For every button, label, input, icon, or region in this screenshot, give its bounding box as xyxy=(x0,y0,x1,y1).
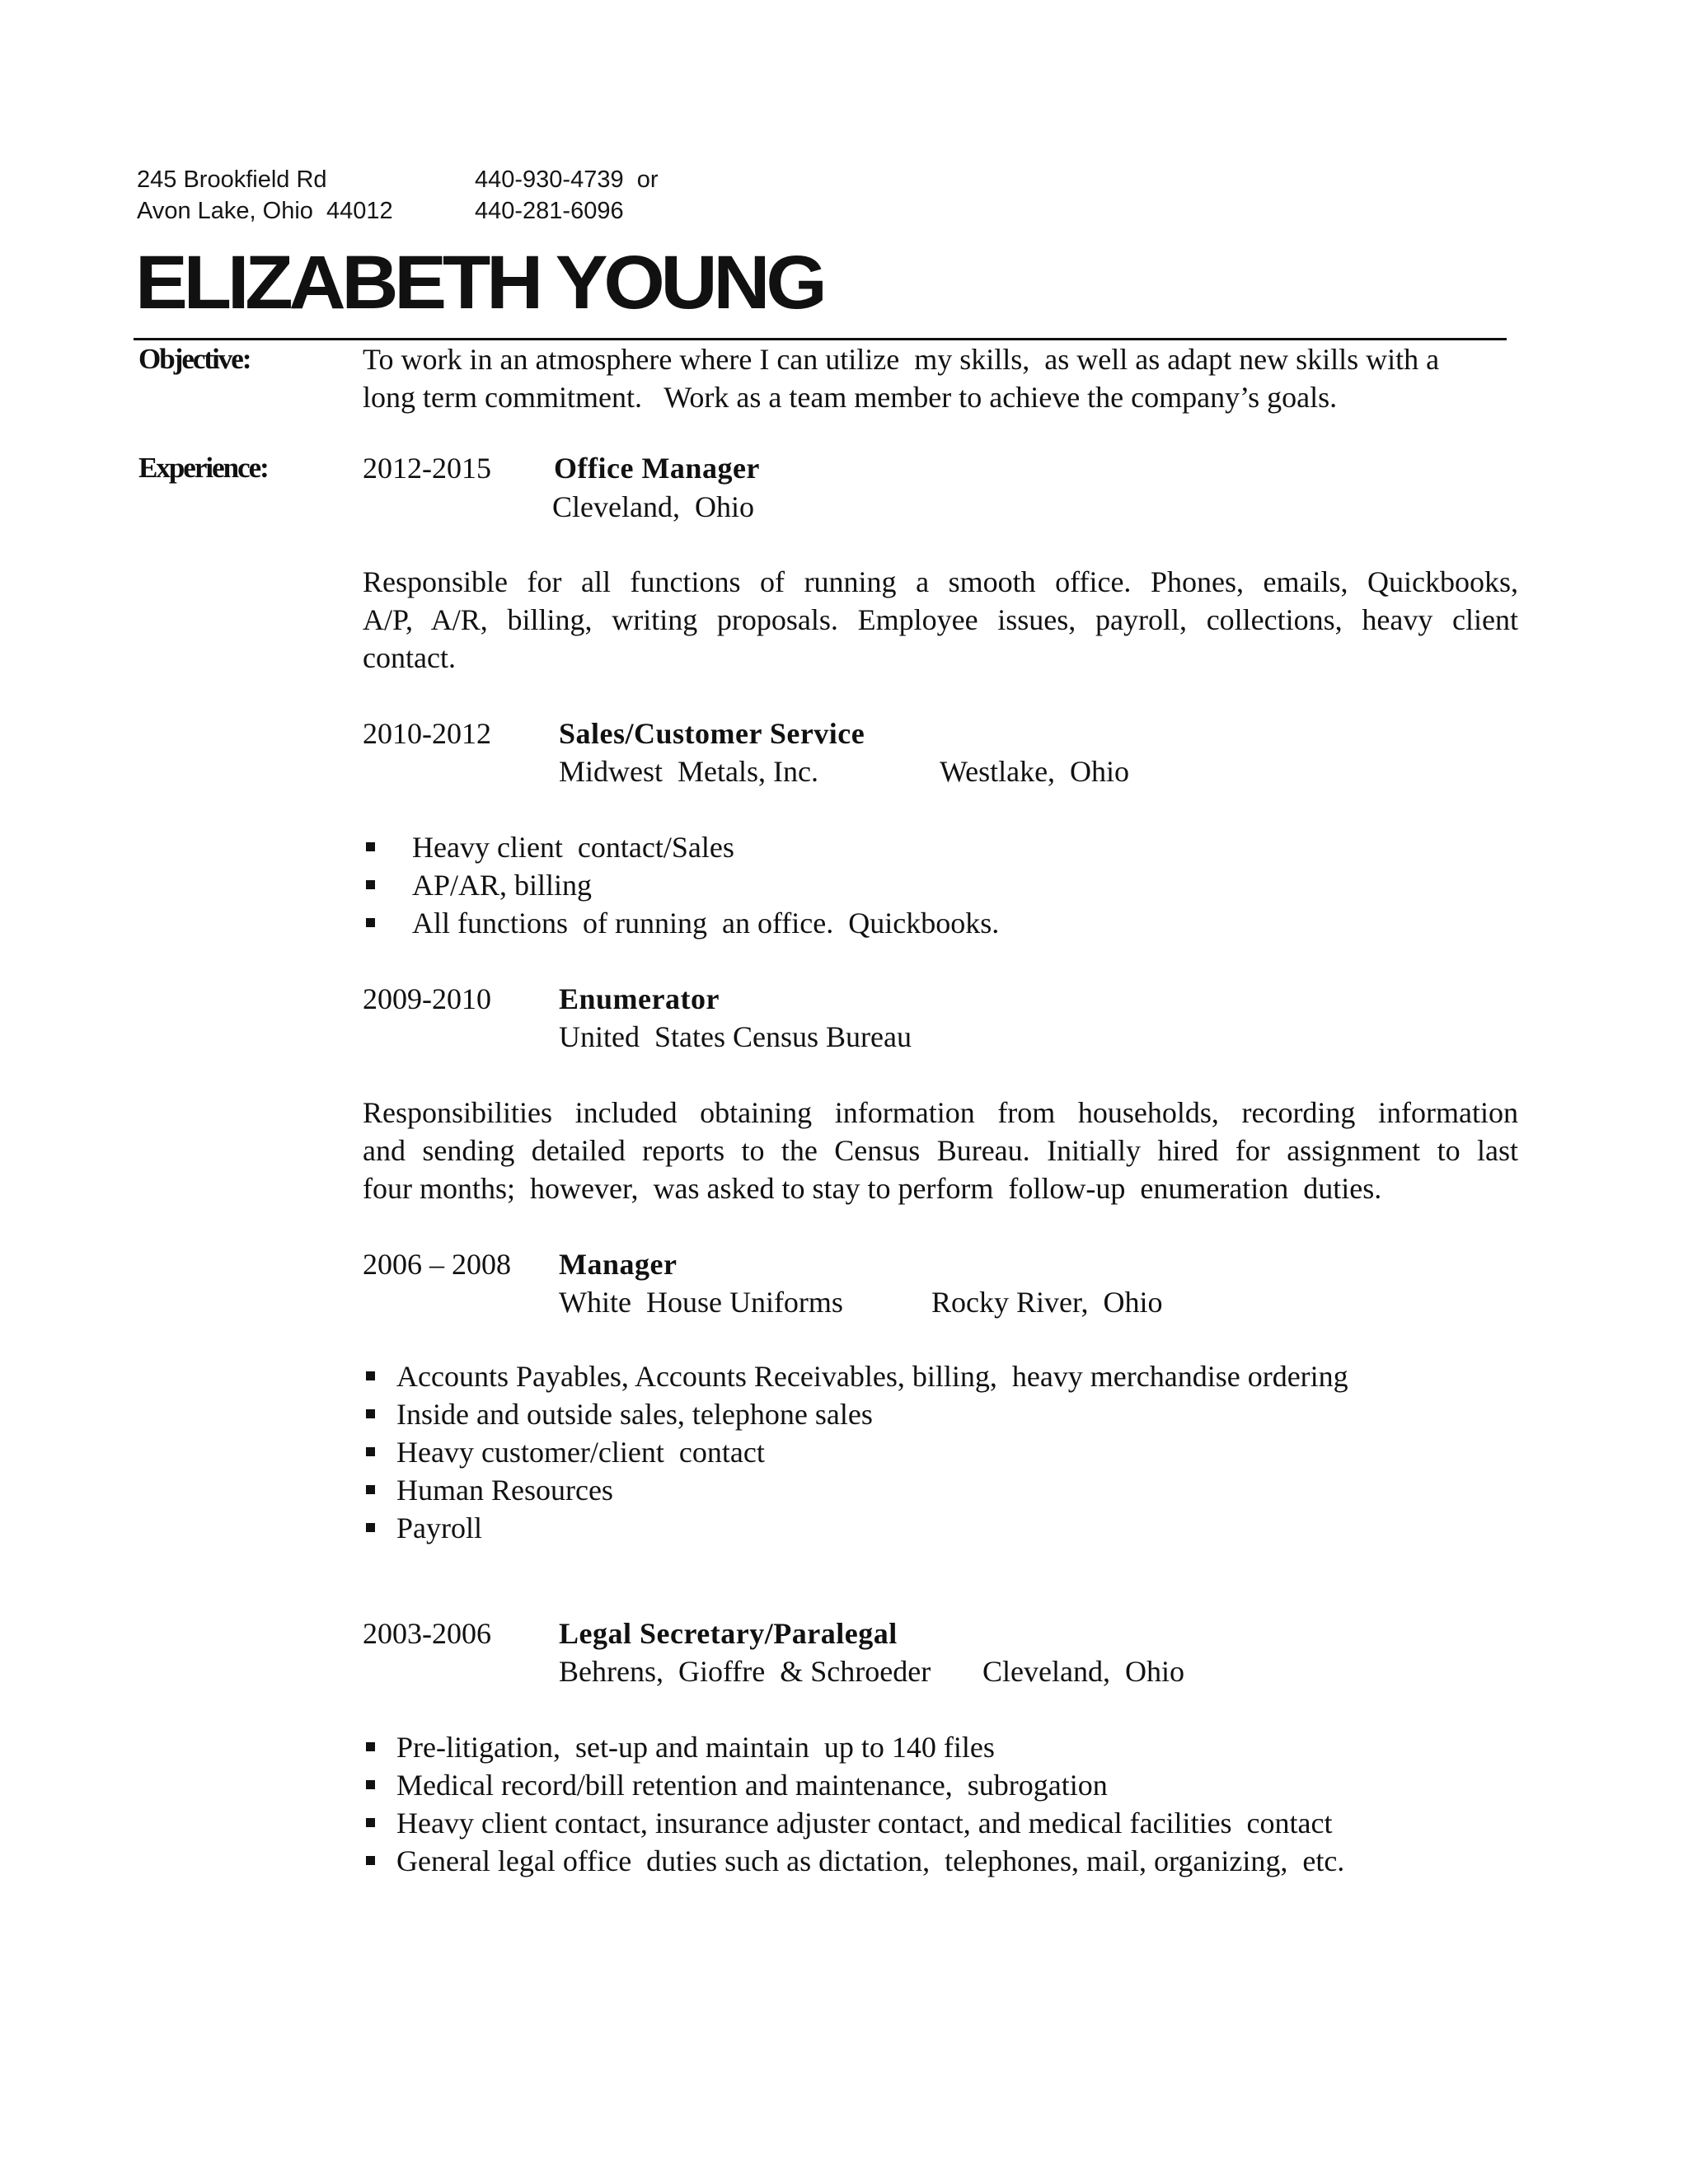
phone-line-1: 440-930-4739 or xyxy=(475,166,659,193)
address-line-1: 245 Brookfield Rd xyxy=(137,166,327,193)
experience-label: Experience: xyxy=(138,452,268,484)
objective-label: Objective: xyxy=(138,343,251,375)
square-bullet-icon xyxy=(366,918,375,927)
job-employer: Behrens, Gioffre & Schroeder xyxy=(559,1655,931,1688)
job-description-line: contact. xyxy=(363,641,456,674)
job-employer: Midwest Metals, Inc. xyxy=(559,755,818,788)
square-bullet-icon xyxy=(366,1780,375,1789)
square-bullet-icon xyxy=(366,1742,375,1751)
address-line-2: Avon Lake, Ohio 44012 xyxy=(137,198,393,224)
job-title: Enumerator xyxy=(559,982,720,1015)
job-description-line: four months; however, was asked to stay to perform follow-up enumeration duties. xyxy=(363,1172,1382,1205)
job-years: 2003-2006 xyxy=(363,1617,491,1650)
square-bullet-icon xyxy=(366,1447,375,1456)
job-employer: White House Uniforms xyxy=(559,1286,843,1319)
job-location: Cleveland, Ohio xyxy=(982,1655,1184,1688)
square-bullet-icon xyxy=(366,1818,375,1827)
job-title: Sales/Customer Service xyxy=(559,717,865,750)
job-title: Office Manager xyxy=(554,452,760,485)
square-bullet-icon xyxy=(366,880,375,889)
square-bullet-icon xyxy=(366,1856,375,1865)
job-years: 2012-2015 xyxy=(363,452,491,485)
job-description-line: and sending detailed reports to the Census Bureau. Initially hired for assignment to last xyxy=(363,1134,1518,1167)
resume-page: 245 Brookfield Rd Avon Lake, Ohio 44012 440-930-4739 or 440-281-6096 ELIZABETH YOUNG Objective: To work in an atmosphere where I can utilize my skills, as well as adapt new skills with a long term commitment. Work as a team member to achieve the company’s goals. Experience: 2012-2015 Office Manager Cleveland, Ohio Responsible for all functions of running a smooth office. Phones, emails, Quickbooks, A/P, A/R, billing, writing proposals. Employee issues, payroll, collections, heavy client contact. 2010-2012 Sales/Customer Service Midwest Metals, Inc. Westlake, Ohio Heavy client contact/Sales AP/AR, billing All functions of running an office. Quickbooks. 2009-2010 Enumerator United States Census Bureau Responsibilities included obtaining information from households, recording information and sending detailed reports to the Census Bureau. Initially hired for assignment to last four months; however, was asked to stay to perform follow-up enumeration duties. 2006 – 2008 Manager White House Uniforms Rocky River, Ohio Accounts Payables, Accounts Receivables, billing, heavy merchandise ordering Inside and outside sales, telephone sales Heavy customer/client contact Human Resources Payroll 2003-2006 Legal Secretary/Paralegal Behrens, Gioffre & Schroeder Cleveland, Ohio Pre-litigation, set-up and maintain up to 140 files Medical record/bill retention and maintenance, subrogation Heavy client contact, insurance adjuster contact, and medical facilities contact General legal office duties such as dictation, telephones, mail, organizing, etc. xyxy=(0,0,1688,2184)
square-bullet-icon xyxy=(366,1523,375,1532)
objective-line-1: To work in an atmosphere where I can utilize my skills, as well as adapt new skills with a xyxy=(363,343,1440,376)
square-bullet-icon xyxy=(366,1485,375,1494)
square-bullet-icon xyxy=(366,1371,375,1380)
phone-line-2: 440-281-6096 xyxy=(475,198,624,224)
job-location: Rocky River, Ohio xyxy=(931,1286,1163,1319)
job-description-line: Responsible for all functions of running a smooth office. Phones, emails, Quickbooks, xyxy=(363,565,1518,598)
job-title: Manager xyxy=(559,1248,678,1281)
square-bullet-icon xyxy=(366,1409,375,1418)
job-years: 2009-2010 xyxy=(363,982,491,1015)
job-employer: United States Census Bureau xyxy=(559,1020,912,1053)
job-location: Westlake, Ohio xyxy=(940,755,1130,788)
job-description-line: Responsibilities included obtaining information from households, recording information xyxy=(363,1096,1518,1129)
job-description-line: A/P, A/R, billing, writing proposals. Employee issues, payroll, collections, heavy client xyxy=(363,603,1518,636)
candidate-name: ELIZABETH YOUNG xyxy=(135,241,823,325)
job-title: Legal Secretary/Paralegal xyxy=(559,1617,898,1650)
square-bullet-icon xyxy=(366,842,375,851)
job-location: Cleveland, Ohio xyxy=(552,490,754,523)
job-years: 2006 – 2008 xyxy=(363,1248,511,1281)
objective-line-2: long term commitment. Work as a team member to achieve the company’s goals. xyxy=(363,381,1338,414)
job-years: 2010-2012 xyxy=(363,717,491,750)
